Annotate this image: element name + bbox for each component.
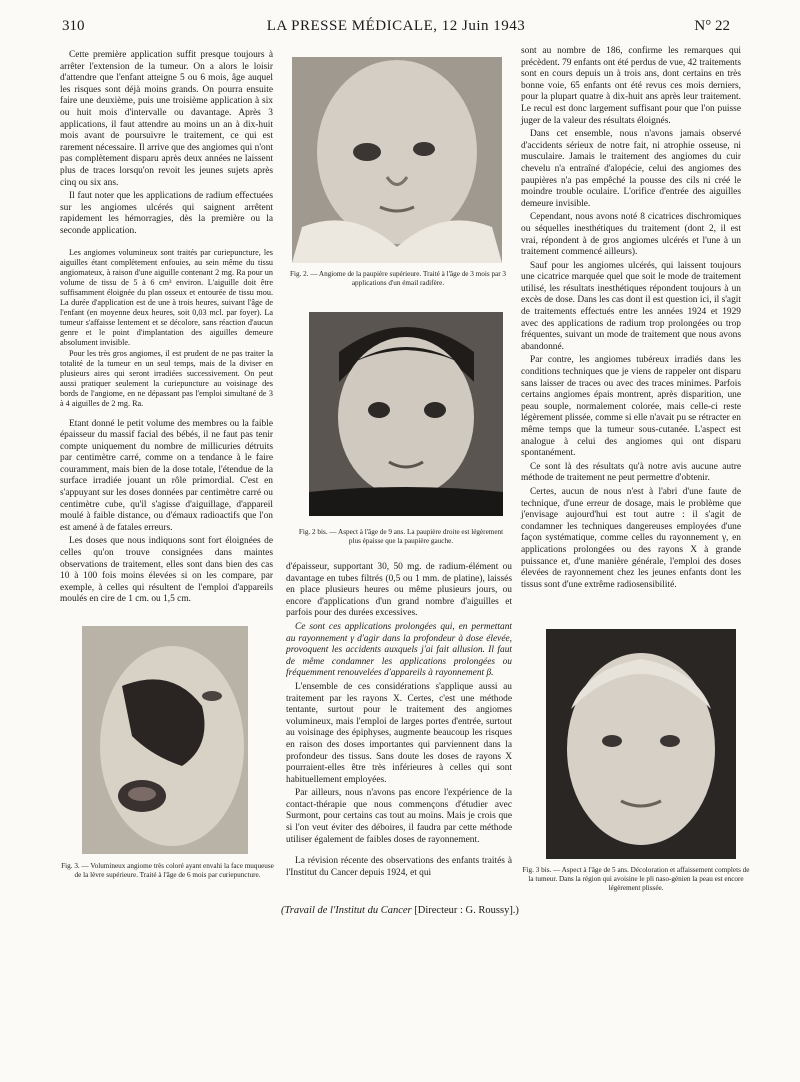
photo-fig3-infant-angioma (82, 626, 248, 854)
paragraph: Par contre, les angiomes tubéreux irradiés dans les conditions techniques que je viens de rappeler ont disparu sans laisser de traces ou avec des traces minimes. Parfois certains angiomes épais montrent, après disparition, une peau souple, normalement colorée, mais celle-ci reste légèrement plissée, comme si elle n'avait pu se rétracter en même temps que la tumeur sous-cutanée. L'aspect est analogue à celui des angiomes qui ont disparu spontanément. (521, 355, 741, 459)
paragraph: Sauf pour les angiomes ulcérés, qui laissent toujours une cicatrice marquée quel que soit le mode de traitement utilisé, les résultats inesthétiques répondent toujours à un excès de dose. Dans les cas dont il est question ici, il s'agit de traitements effectués entre les années 1924 et 1929 avec des applications de radium trop prolongées ou trop fréquentes, suivant un mode de traitement que nous avons abandonné. (521, 260, 741, 352)
paragraph: Il faut noter que les applications de radium effectuées sur les angiomes ulcérés qui saignent arrêtent rapidement les hémorragies, dès la première ou la seconde application. (60, 191, 273, 236)
paragraph: Certes, aucun de nous n'est à l'abri d'une faute de technique, d'une erreur de dosage, mais le problème que j'envisage aujourd'hui est tout autre : il s'agit de condamner les techniques dangereuses employées d'une façon systématique, comme celles du rayonnement γ, en applications prolongées ou des rayons X à grande puissance et, d'une manière générale, l'emploi des doses élevées de rayonnement chez les jeunes enfants dont les tissus sont d'une extrême radiosensibilité. (521, 486, 741, 590)
page-number: 310 (62, 18, 85, 34)
photo-fig2-infant-eyelid (292, 57, 502, 263)
photo-fig3bis-child (546, 629, 736, 859)
caption-fig3: Fig. 3. — Volumineux angiome très coloré ayant envahi la face muqueuse de la lèvre supérieure. Traité à l'âge de 6 mois par curiepuncture. (61, 862, 274, 879)
paragraph: Etant donné le petit volume des membres ou la faible épaisseur du massif facial des bébés, il ne faut pas tenir compte uniquement du nombre de millicuries détruits par centimètre carré, comme on a tendance à le faire couramment, mais bien de la dose totale, l'étendue de la surface irradiée jouant un rôle primordial. C'est en s'appuyant sur les doses données par centimètre carré ou centimètre cube, qu'il s'agisse d'aiguillage, d'appareil moulé à faible distance, ou d'émaux radioactifs que l'on est amené à de fatales erreurs. (60, 418, 273, 533)
paragraph: Dans cet ensemble, nous n'avons jamais observé d'accidents sérieux de notre fait, ni atrophie osseuse, ni musculaire. Jamais le traitement des angiomes du cuir chevelu n'a entraîné d'alopécie, celui des angiomes des paupières n'a pas empêché la pousse des cils ni créé le moindre trouble oculaire. L'orifice d'entrée des aiguilles demeure invisible. (521, 129, 741, 209)
caption-fig2: Fig. 2. — Angiome de la paupière supérieure. Traité à l'âge de 3 mois par 3 applications d'un émail radifère. (289, 270, 507, 287)
paragraph: Cependant, nous avons noté 8 cicatrices dischromiques ou séquelles inesthétiques du traitement (dont 2, il est vrai, répondent à de gros angiomes ulcérés et l'une à un traitement commencé ailleurs). (521, 212, 741, 258)
paragraph: d'épaisseur, supportant 30, 50 mg. de radium-élément ou davantage en tubes filtrés (0,5 ou 1 mm. de platine), laissés en place plusieurs heures ou même plusieurs jours, ou encore d'applications d'un grand nombre d'aiguilles et parfois pour des durées excessives. (286, 562, 512, 619)
paragraph: L'ensemble de ces considérations s'applique aussi au traitement par les rayons X. Certes, c'est une méthode tentante, surtout pour le traitement des angiomes volumineux, mais l'emploi de larges portes d'entrée, surtout au voisinage des épiphyses, augmente beaucoup les risques en raison des doses importantes qui parviennent dans la profondeur des tissus. Sans doute les doses de rayons X pourraient-elles être très inférieures à celles qui sont habituellement employées. (286, 681, 512, 785)
journal-title: LA PRESSE MÉDICALE, 12 Juin 1943 (266, 18, 526, 34)
paragraph-italic: Ce sont ces applications prolongées qui, en permettant au rayonnement γ d'agir dans la profondeur à dose élevée, provoquent les accidents auxquels j'ai fait allusion. Il faut de même condamner les applications prolongées ou fréquemment renouvelées d'appareils à rayonnement β. (286, 621, 512, 679)
paragraph: La révision récente des observations des enfants traités à l'Institut du Cancer depuis 1924, et qui (286, 856, 512, 878)
photo-fig2bis-boy (309, 312, 503, 516)
paragraph: Ce sont là des résultats qu'à notre avis aucune autre méthode de traitement ne peut permettre d'obtenir. (521, 461, 741, 484)
footer-director: [Directeur : G. Roussy].) (414, 905, 519, 916)
caption-fig2bis: Fig. 2 bis. — Aspect à l'âge de 9 ans. La paupière droite est légèrement plus épaisse que la paupière gauche. (298, 528, 504, 545)
text-column-3 (521, 46, 741, 593)
text-column-1 (60, 50, 273, 608)
paragraph: Cette première application suffit presque toujours à arrêter l'extension de la tumeur. On a alors le loisir d'attendre que l'enfant atteigne 5 ou 6 mois, âge auquel les risques sont déjà moins grands. On pourra ensuite faire une deuxième, puis une troisième application à six ou huit mois d'intervalle ou davantage. Après 3 applications, il faut attendre au moins un an à dix-huit mois avant de poursuivre le traitement, ce qui est rarement nécessaire. Il arrive que des angiomes qui n'ont pas complètement disparu après deux années ne laissent plus de traces lorsqu'on revoit les jeunes sujets après cinq ou six ans. (60, 50, 273, 188)
caption-fig3bis: Fig. 3 bis. — Aspect à l'âge de 5 ans. Décoloration et affaissement complets de la tumeur. Dans la région qui avoisine le pli naso-génien la peau est encore légèrement plissée. (522, 866, 750, 892)
paragraph-small: Pour les très gros angiomes, il est prudent de ne pas traiter la totalité de la tumeur en un seul temps, mais de la diviser en plusieurs aires qui seront irradiées successivement. On peut aussi pratiquer seulement la curiepuncture au voisinage des bords de l'angiome, en ne dépassant pas l'emploi simultané de 3 à 4 aiguilles de 2 mg. Ra. (60, 348, 273, 408)
footer-prefix: (Travail de l'Institut du Cancer (281, 905, 412, 916)
footer-credit (0, 905, 800, 916)
page-header (62, 18, 730, 40)
paragraph: sont au nombre de 186, confirme les remarques qui précèdent. 79 enfants ont été perdus de vue, 42 traitements sont en cours depuis un à trois ans, dont certains en très bonne voie, 65 enfants ont été revus ces mois derniers, pour la plupart quatre à dix-huit ans après leur traitement. Le recul est donc largement suffisant pour que l'on puisse juger de la valeur des résultats éloignés. (521, 46, 741, 126)
paragraph-small: Les angiomes volumineux sont traités par curiepuncture, les aiguilles étant complètement enfouies, au sein même du tissu angiomateux, à raison d'une aiguille contenant 2 mg. Ra pour un volume de tissu de 5 à 6 cm³ environ. L'aiguille doit être suffisamment éloignée du plan osseux et entourée de tissu mou. La durée d'application est de une à trois heures, suivant l'âge de l'enfant (en moyenne deux heures, soit 0,03 mcl. par foyer). La tumeur s'affaisse lentement et se décolore, sans réaction d'aucun genre et le point d'implantation des aiguilles demeure absolument invisible. (60, 247, 273, 347)
issue-number: N° 22 (694, 18, 730, 34)
text-column-2 (286, 562, 512, 881)
paragraph: Les doses que nous indiquons sont fort éloignées de celles qu'on trouve consignées dans maintes observations de traitement, elles sont dans bien des cas 10 à 100 fois moins élevées si on les compare, par exemple, à celles qui résultent de l'emploi d'appareils moulés en cire de 1 cm. ou 1,5 cm. (60, 536, 273, 605)
paragraph: Par ailleurs, nous n'avons pas encore l'expérience de la contact-thérapie que nous commençons d'étudier avec Surmont, pour certains cas tout au moins. Mais je crois que si l'on veut éviter des déboires, il faudra par cette méthode utiliser également de faibles doses de rayonnement. (286, 788, 512, 845)
